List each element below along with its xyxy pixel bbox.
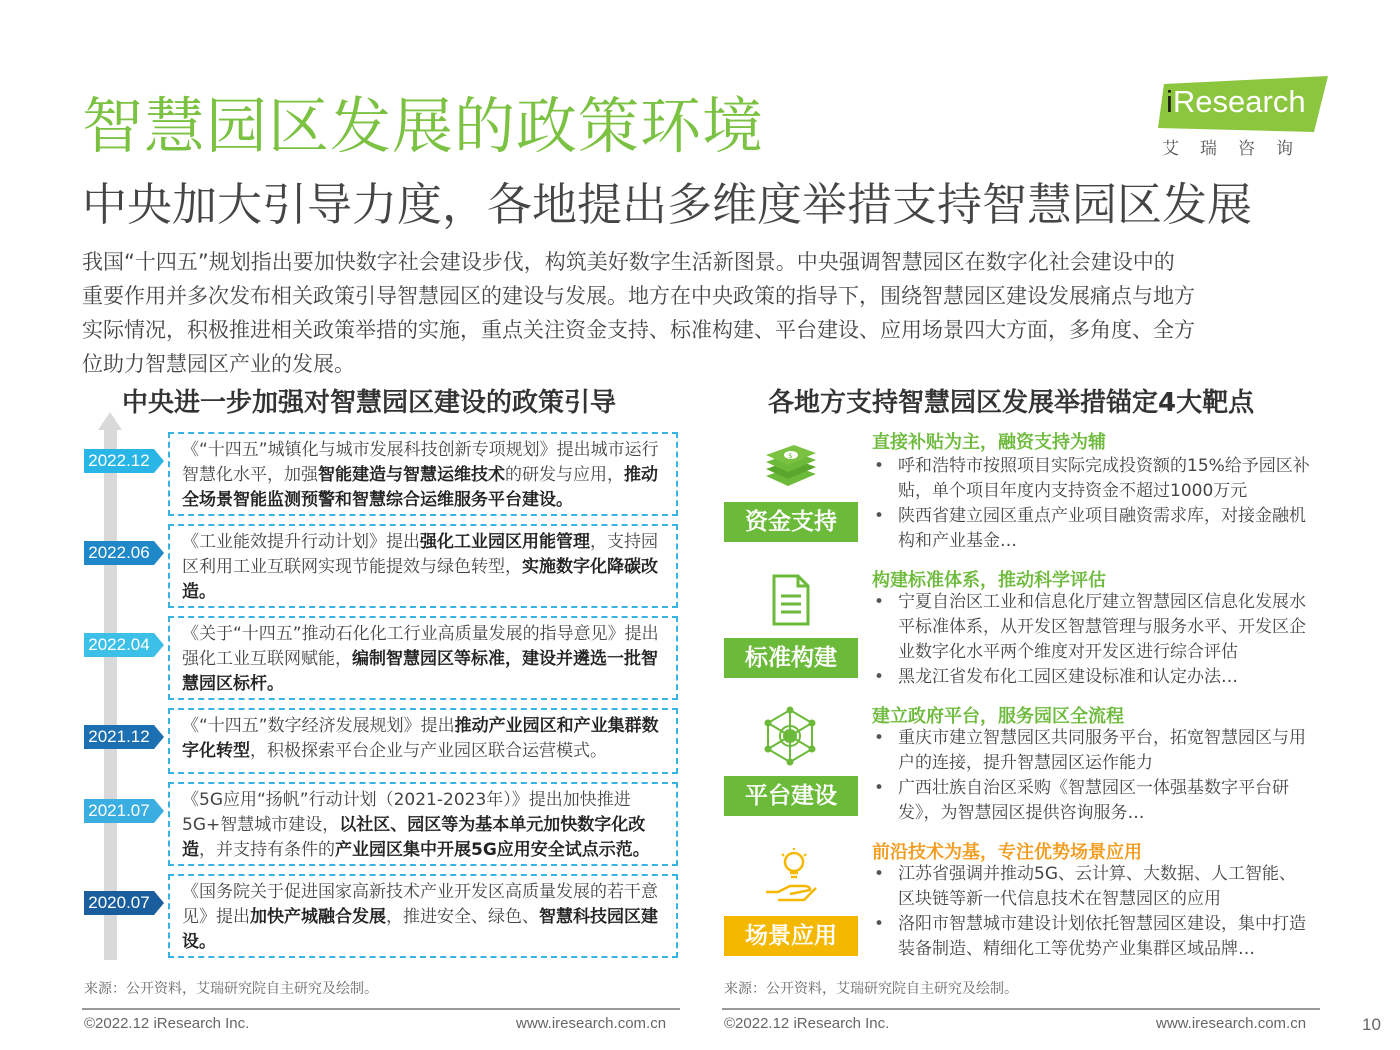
timeline-axis [104, 428, 117, 960]
category-label: 平台建设 [724, 776, 858, 816]
policy-text: ，并支持有条件的 [199, 840, 335, 860]
policy-highlight: 实施数字化降碳改造。 [182, 557, 658, 602]
policy-box [168, 616, 678, 700]
bullet-item: • 呼和浩特市按照项目实际完成投资额的15%给予园区补贴，单个项目年度内支持资金不超过1000万元 [872, 454, 1312, 504]
intro-line: 位助力智慧园区产业的发展。 [82, 352, 355, 376]
policy-highlight: 编制智慧园区等标准，建设并遴选一批智慧园区标杆。 [182, 649, 658, 694]
intro-line: 我国“十四五”规划指出要加快数字社会建设步伐，构筑美好数字生活新图景。中央强调智慧园区在数字化社会建设中的 [82, 250, 1175, 274]
policy-box [168, 874, 678, 958]
footer-divider-left [82, 1008, 680, 1010]
category-label: 场景应用 [724, 916, 858, 956]
timeline-date: 2020.07 [84, 891, 154, 915]
policy-text: ，支持园区利用工业互联网实现节能提效与绿色转型， [182, 532, 658, 577]
iresearch-logo [1158, 76, 1328, 159]
page-title: 智慧园区发展的政策环境 [82, 91, 765, 162]
category-heading: 前沿技术为基，专注优势场景应用 [872, 842, 1142, 863]
timeline-date: 2021.12 [84, 725, 154, 749]
policy-text: 《5G应用“扬帆”行动计划（2021-2023年）》提出加快推进5G+智慧城市建设， [182, 790, 631, 835]
policy-highlight: 智能建造与智慧运维技术 [318, 465, 505, 485]
timeline-date: 2021.07 [84, 799, 154, 823]
footer-website-right: www.iresearch.com.cn [1156, 1015, 1307, 1032]
intro-paragraph [82, 245, 1322, 381]
left-section-title: 中央进一步加强对智慧园区建设的政策引导 [122, 388, 617, 418]
bullet-item: • 广西壮族自治区采购《智慧园区一体强基数字平台研发》，为智慧园区提供咨询服务… [872, 776, 1312, 826]
timeline-date: 2022.12 [84, 449, 154, 473]
money-stack-icon [760, 436, 820, 496]
policy-highlight: 推动产业园区和产业集群数字化转型 [182, 716, 659, 761]
category-bullets [872, 862, 1312, 962]
policy-text: 《国务院关于促进国家高新技术产业开发区高质量发展的若干意见》提出 [182, 882, 658, 927]
network-globe-icon [760, 706, 820, 766]
footer-copyright-right: ©2022.12 iResearch Inc. [724, 1015, 890, 1032]
document-icon [760, 570, 820, 630]
policy-text: 的研发与应用， [505, 465, 624, 485]
policy-highlight: 强化工业园区用能管理 [420, 532, 590, 552]
policy-box [168, 432, 678, 516]
category-bullets [872, 726, 1312, 826]
policy-highlight: 加快产城融合发展 [250, 907, 386, 927]
category-heading: 建立政府平台，服务园区全流程 [872, 706, 1124, 727]
intro-line: 实际情况，积极推进相关政策举措的实施，重点关注资金支持、标准构建、平台建设、应用场景四大方面，多角度、全方 [82, 318, 1195, 342]
policy-highlight: 智慧科技园区建设。 [182, 907, 658, 952]
policy-text: 《“十四五”城镇化与城市发展科技创新专项规划》提出城市运行智慧化水平，加强 [182, 440, 659, 485]
source-note-right: 来源：公开资料，艾瑞研究院自主研究及绘制。 [724, 981, 1018, 997]
policy-box [168, 524, 678, 608]
policy-highlight: 推动全场景智能监测预警和智慧综合运维服务平台建设。 [182, 465, 658, 510]
category-heading: 构建标准体系，推动科学评估 [872, 570, 1106, 591]
bullet-item: • 宁夏自治区工业和信息化厅建立智慧园区信息化发展水平标准体系，从开发区智慧管理与服务水平、开发区企业数字化水平两个维度对开发区进行综合评估 [872, 590, 1312, 665]
logo-brand: Research [1172, 84, 1306, 119]
footer-website-left: www.iresearch.com.cn [516, 1015, 667, 1032]
bullet-item: • 洛阳市智慧城市建设计划依托智慧园区建设，集中打造装备制造、精细化工等优势产业集群区域品牌… [872, 912, 1312, 962]
category-heading: 直接补贴为主，融资支持为辅 [872, 432, 1106, 453]
bullet-item: • 黑龙江省发布化工园区建设标准和认定办法… [872, 665, 1312, 690]
timeline-date: 2022.06 [84, 541, 154, 565]
page-subtitle: 中央加大引导力度，各地提出多维度举措支持智慧园区发展 [82, 178, 1253, 231]
category-bullets [872, 454, 1312, 554]
source-note-left: 来源：公开资料，艾瑞研究院自主研究及绘制。 [84, 981, 378, 997]
bullet-item: • 江苏省强调并推动5G、云计算、大数据、人工智能、区块链等新一代信息技术在智慧园区的应用 [872, 862, 1312, 912]
logo-i: i [1166, 84, 1173, 119]
category-bullets [872, 590, 1312, 690]
logo-chinese: 艾瑞咨询 [1162, 139, 1314, 159]
category-label: 标准构建 [724, 638, 858, 678]
policy-text: 《关于“十四五”推动石化化工行业高质量发展的指导意见》提出强化工业互联网赋能， [182, 624, 659, 669]
footer-copyright-left: ©2022.12 iResearch Inc. [84, 1015, 250, 1032]
category-label: 资金支持 [724, 502, 858, 542]
policy-text: 《“十四五”数字经济发展规划》提出 [182, 716, 455, 736]
policy-highlight: 产业园区集中开展5G应用安全试点示范。 [335, 840, 650, 860]
policy-highlight: 以社区、园区等为基本单元加快数字化改造 [182, 815, 646, 860]
bullet-item: • 重庆市建立智慧园区共同服务平台，拓宽智慧园区与用户的连接，提升智慧园区运作能力 [872, 726, 1312, 776]
lightbulb-hand-icon [760, 846, 820, 906]
timeline-date: 2022.04 [84, 633, 154, 657]
footer-divider-right [722, 1008, 1320, 1010]
policy-box [168, 708, 678, 774]
bullet-item: • 陕西省建立园区重点产业项目融资需求库，对接金融机构和产业基金… [872, 504, 1312, 554]
intro-line: 重要作用并多次发布相关政策引导智慧园区的建设与发展。地方在中央政策的指导下，围绕智慧园区建设发展痛点与地方 [82, 284, 1195, 308]
policy-text: 《工业能效提升行动计划》提出 [182, 532, 420, 552]
policy-text: ，推进安全、绿色、 [386, 907, 539, 927]
policy-box [168, 782, 678, 866]
svg-text:$: $ [788, 452, 793, 460]
right-section-title: 各地方支持智慧园区发展举措锚定4大靶点 [768, 388, 1255, 418]
policy-text: ，积极探索平台企业与产业园区联合运营模式。 [250, 741, 607, 761]
page-number: 10 [1362, 1015, 1381, 1034]
